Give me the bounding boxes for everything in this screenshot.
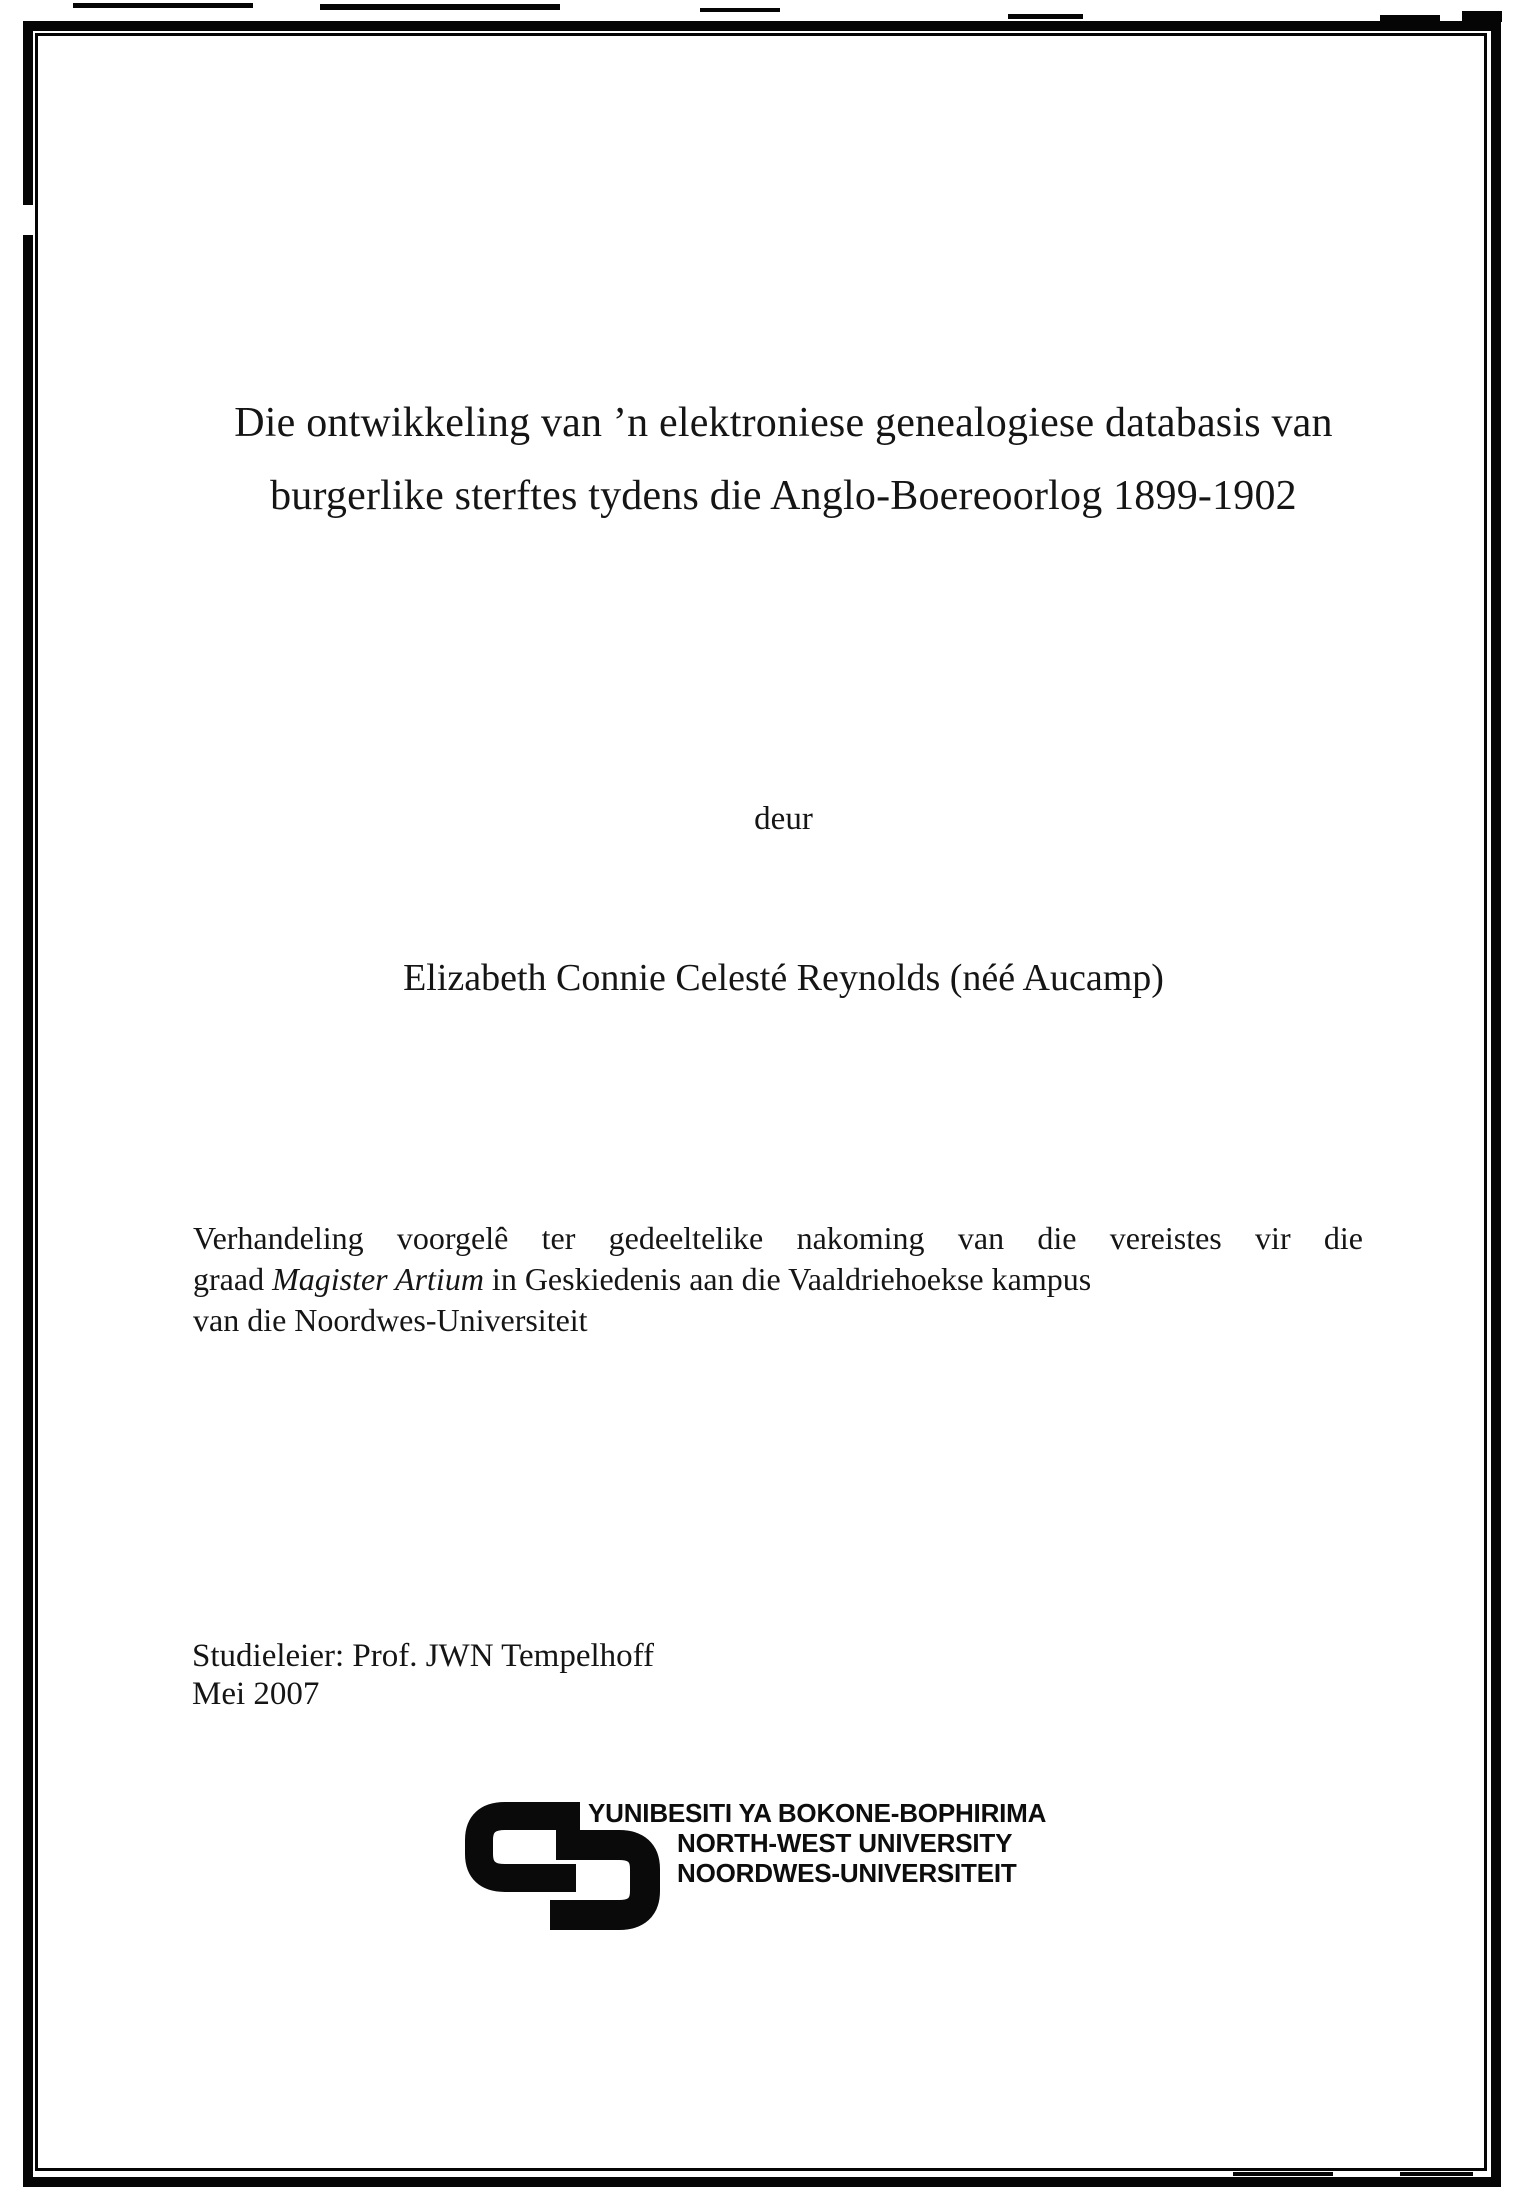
degree-statement-line2-start: graad — [193, 1261, 273, 1297]
scan-artifact — [1462, 11, 1502, 22]
university-logo — [453, 1795, 1113, 1940]
thesis-title-line1: Die ontwikkeling van ’n elektroniese genealogiese databasis van — [234, 400, 1333, 446]
date-line: Mei 2007 — [192, 1676, 320, 1712]
scan-artifact — [73, 3, 253, 8]
scan-artifact — [1008, 14, 1083, 19]
wordmark-line-english: NORTH-WEST UNIVERSITY — [677, 1828, 1013, 1858]
degree-statement-line2-rest: in Geskiedenis aan die Vaaldriehoekse kampus — [483, 1261, 1092, 1297]
wordmark-line-setswana: YUNIBESITI YA BOKONE-BOPHIRIMA — [588, 1798, 1047, 1828]
degree-statement-line2 — [193, 1259, 1363, 1300]
scan-artifact — [700, 8, 780, 12]
scan-artifact — [1380, 15, 1440, 21]
scan-artifact — [320, 4, 560, 10]
scan-artifact — [22, 205, 34, 235]
degree-statement-line3: van die Noordwes-Universiteit — [193, 1302, 588, 1338]
scan-artifact — [1400, 2172, 1473, 2176]
university-wordmark — [588, 1798, 1047, 1888]
supervisor-line: Studieleier: Prof. JWN Tempelhoff — [192, 1638, 655, 1674]
degree-statement — [193, 1218, 1363, 1341]
scan-artifact — [1233, 2172, 1333, 2176]
byline-label: deur — [754, 801, 813, 837]
author-name: Elizabeth Connie Celesté Reynolds (néé Aucamp) — [403, 957, 1164, 999]
wordmark-line-afrikaans: NOORDWES-UNIVERSITEIT — [677, 1858, 1017, 1888]
degree-statement-line1: Verhandeling voorgelê ter gedeeltelike nakoming van die vereistes vir die — [193, 1220, 1363, 1256]
thesis-title — [30, 398, 1527, 521]
supervisor-block — [192, 1637, 654, 1713]
thesis-title-line2: burgerlike sterftes tydens die Anglo-Boereoorlog 1899-1902 — [270, 473, 1297, 519]
degree-name-italic: Magister Artium — [272, 1261, 484, 1297]
